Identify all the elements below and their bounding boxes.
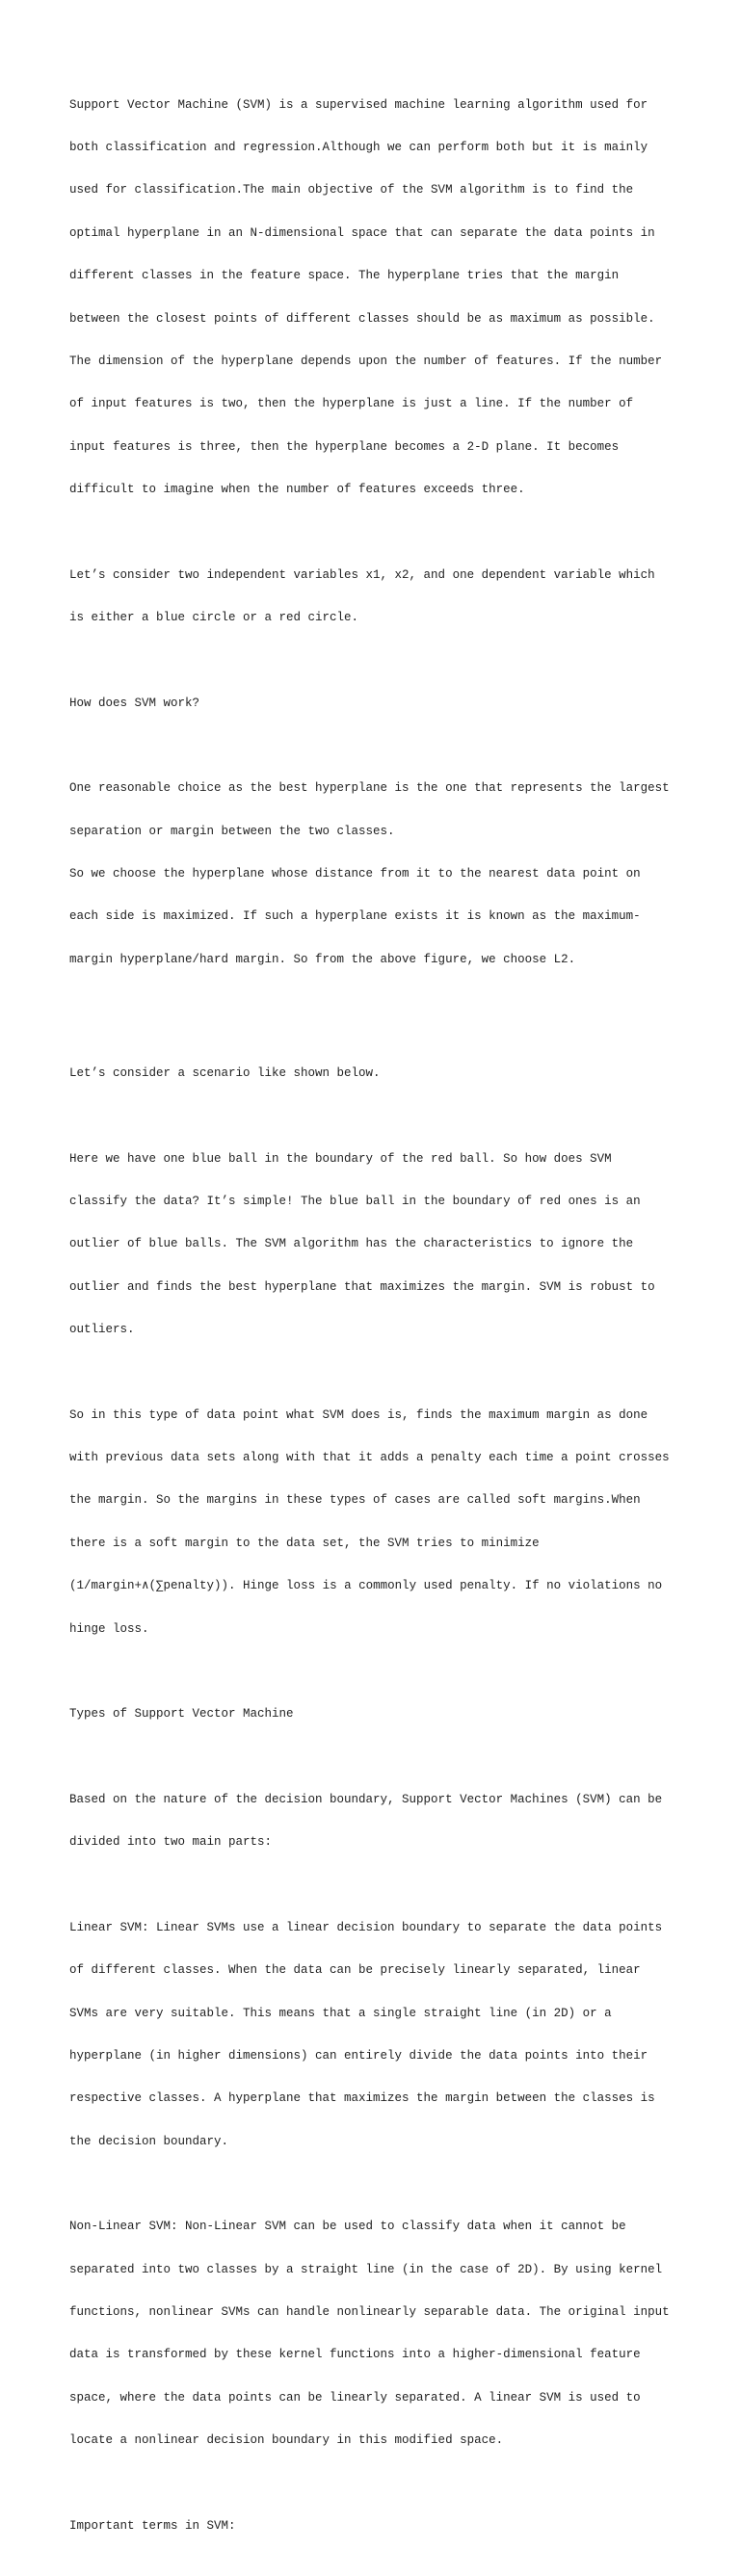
text-line: separation or margin between the two classes. (69, 824, 395, 838)
text-line: functions, nonlinear SVMs can handle nonlinearly separable data. The original input (69, 2305, 670, 2320)
text-line: locate a nonlinear decision boundary in this modified space. (69, 2433, 504, 2448)
types-intro-paragraph (69, 1764, 686, 1878)
heading-text: Types of Support Vector Machine (69, 1707, 294, 1722)
text-line: Let’s consider a scenario like shown below. (69, 1065, 381, 1080)
how-heading (69, 668, 686, 739)
text-line: is either a blue circle or a red circle. (69, 611, 359, 625)
text-line: optimal hyperplane in an N-dimensional space that can separate the data points in (69, 225, 655, 240)
text-line: difficult to imagine when the number of features exceeds three. (69, 483, 525, 497)
variables-paragraph (69, 539, 686, 653)
text-line: input features is three, then the hyperplane becomes a 2-D plane. It becomes (69, 439, 620, 454)
text-line: Support Vector Machine (SVM) is a supervised machine learning algorithm used for (69, 97, 648, 112)
heading-text: How does SVM work? (69, 696, 200, 710)
text-line: between the closest points of different classes should be as maximum as possible. (69, 311, 655, 326)
soft-margin-paragraph (69, 1380, 686, 1665)
text-line: used for classification.The main objective of the SVM algorithm is to find the (69, 183, 634, 197)
text-line: So we choose the hyperplane whose distance from it to the nearest data point on (69, 867, 641, 881)
text-line: with previous data sets along with that it adds a penalty each time a point crosses (69, 1451, 670, 1465)
text-line: the decision boundary. (69, 2134, 229, 2148)
text-line: hinge loss. (69, 1621, 149, 1636)
blank-space (69, 1010, 686, 1038)
text-line: outliers. (69, 1323, 135, 1337)
text-line: there is a soft margin to the data set, the SVM tries to minimize (69, 1536, 540, 1550)
text-line: Based on the nature of the decision boundary, Support Vector Machines (SVM) can be (69, 1792, 663, 1806)
text-line: Here we have one blue ball in the boundary of the red ball. So how does SVM (69, 1151, 612, 1166)
text-line: of different classes. When the data can be precisely linearly separated, linear (69, 1963, 641, 1978)
text-line: SVMs are very suitable. This means that a single straight line (in 2D) or a (69, 2006, 612, 2020)
text-line: both classification and regression.Although we can perform both but it is mainly (69, 140, 648, 154)
text-line: each side is maximized. If such a hyperplane exists it is known as the maximum- (69, 909, 641, 924)
intro-paragraph (69, 69, 686, 526)
scenario-paragraph (69, 1038, 686, 1109)
text-line: So in this type of data point what SVM does is, finds the maximum margin as done (69, 1407, 648, 1422)
text-line: Non-Linear SVM: Non-Linear SVM can be used to classify data when it cannot be (69, 2220, 626, 2234)
terms-heading (69, 2490, 686, 2562)
hyperplane-paragraph (69, 753, 686, 996)
text-line: space, where the data points can be linearly separated. A linear SVM is used to (69, 2390, 641, 2405)
outlier-paragraph (69, 1123, 686, 1366)
text-line: One reasonable choice as the best hyperplane is the one that represents the largest (69, 781, 670, 796)
text-line: data is transformed by these kernel functions into a higher-dimensional feature (69, 2348, 641, 2362)
text-line: of input features is two, then the hyperplane is just a line. If the number of (69, 397, 634, 411)
text-line: classify the data? It’s simple! The blue ball in the boundary of red ones is an (69, 1194, 641, 1208)
document-page (69, 69, 686, 2576)
text-line: the margin. So the margins in these types of cases are called soft margins.When (69, 1493, 641, 1508)
text-line: hyperplane (in higher dimensions) can entirely divide the data points into their (69, 2048, 648, 2063)
text-line: respective classes. A hyperplane that maximizes the margin between the classes is (69, 2091, 655, 2106)
text-line: outlier and finds the best hyperplane that maximizes the margin. SVM is robust to (69, 1279, 655, 1294)
heading-text: Important terms in SVM: (69, 2518, 236, 2533)
nonlinear-svm-paragraph (69, 2192, 686, 2477)
text-line: outlier of blue balls. The SVM algorithm has the characteristics to ignore the (69, 1237, 634, 1251)
text-line: different classes in the feature space. The hyperplane tries that the margin (69, 269, 620, 283)
text-line: Let’s consider two independent variables x1, x2, and one dependent variable which (69, 567, 655, 582)
text-line: separated into two classes by a straight line (in the case of 2D). By using kernel (69, 2262, 663, 2276)
linear-svm-paragraph (69, 1892, 686, 2177)
text-line: The dimension of the hyperplane depends upon the number of features. If the number (69, 354, 663, 368)
text-line: margin hyperplane/hard margin. So from the above figure, we choose L2. (69, 952, 576, 966)
types-heading (69, 1679, 686, 1750)
text-line: divided into two main parts: (69, 1835, 273, 1850)
text-line: (1/margin+∧(∑penalty)). Hinge loss is a commonly used penalty. If no violations no (69, 1579, 663, 1593)
text-line: Linear SVM: Linear SVMs use a linear decision boundary to separate the data points (69, 1920, 663, 1934)
